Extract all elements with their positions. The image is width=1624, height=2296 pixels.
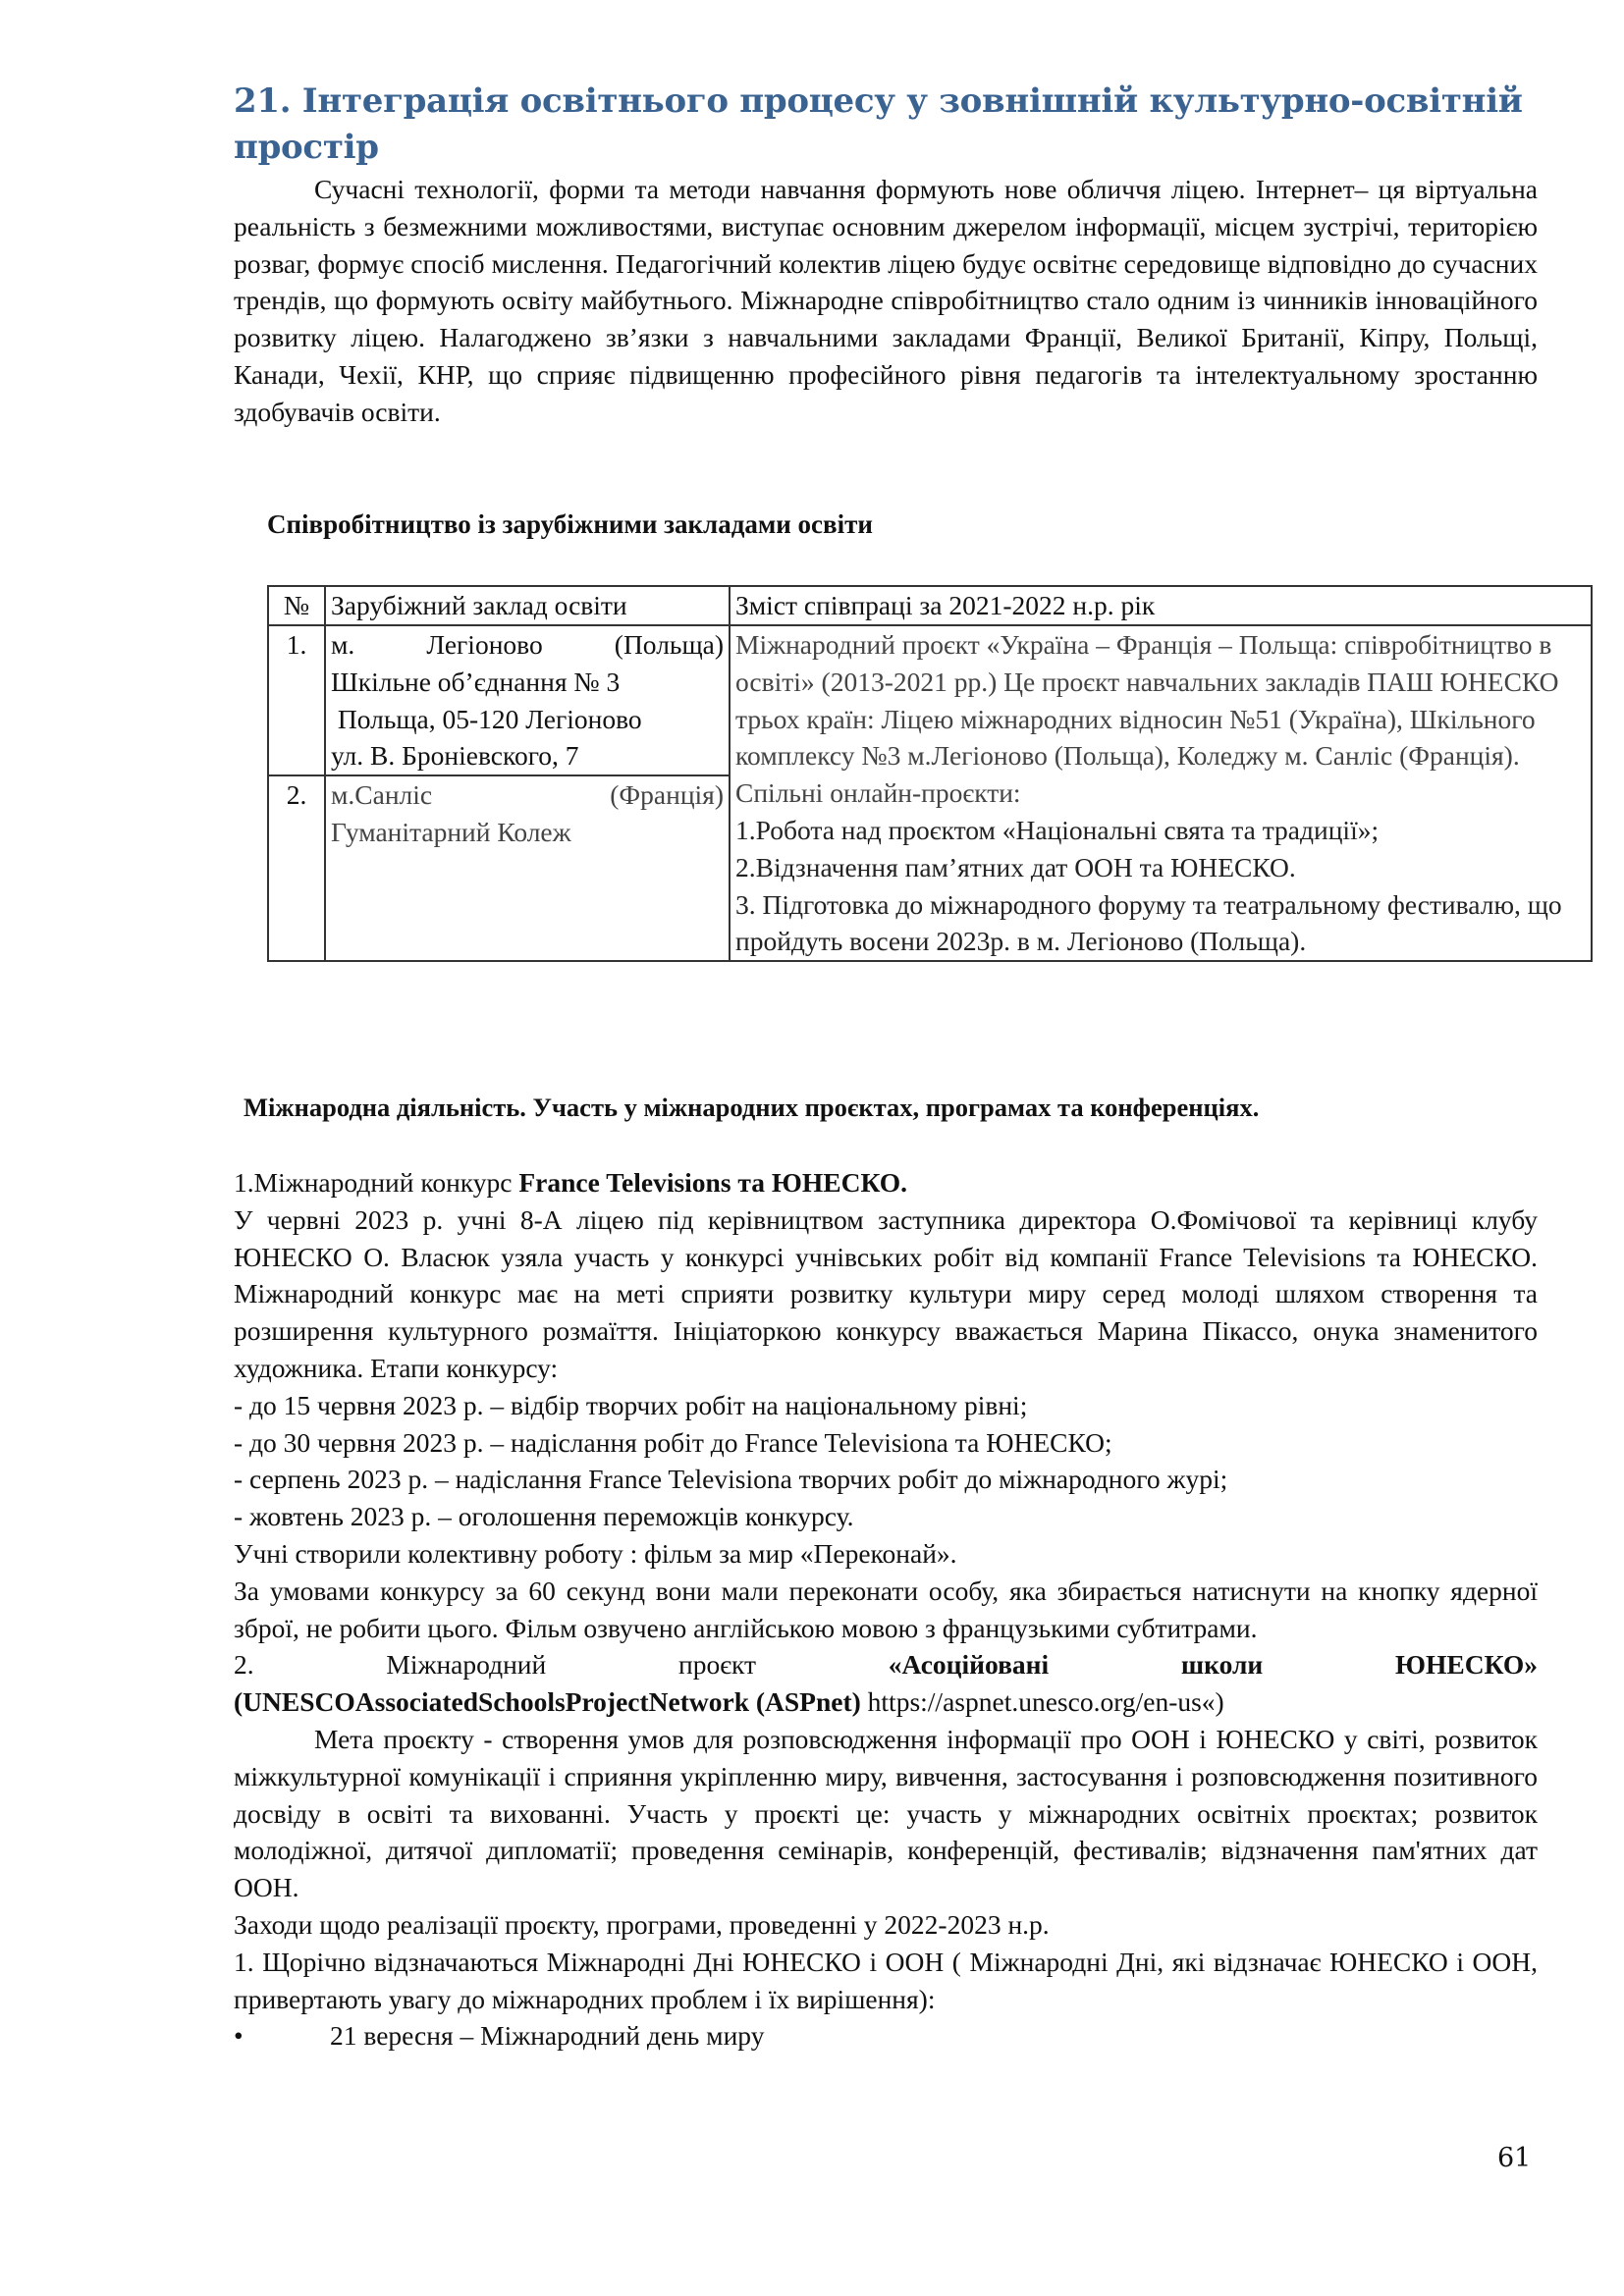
- content-cell: [730, 625, 1592, 961]
- aspnet-number: 2.: [234, 1649, 254, 1681]
- aspnet-name-part: школи: [1180, 1649, 1264, 1681]
- contest-stage: - до 30 червня 2023 р. – надіслання робіт до France Televisiona та ЮНЕСКО;: [234, 1426, 1112, 1458]
- header-institution: Зарубіжний заклад освіти: [325, 586, 730, 625]
- contest-stage: - до 15 червня 2023 р. – відбір творчих робіт на національному рівні;: [234, 1389, 1028, 1420]
- contest-film: Учні створили колективну роботу : фільм за мир «Переконай».: [234, 1537, 957, 1569]
- page-number: 61: [1497, 2143, 1532, 2173]
- row-number: 2.: [268, 775, 325, 961]
- contest-name: France Televisions та ЮНЕСКО.: [518, 1167, 907, 1198]
- header-number: №: [268, 586, 325, 625]
- institution-line: Гуманітарний Колеж: [331, 816, 571, 847]
- contest-block: [234, 1164, 1538, 2055]
- aspnet-goal: [234, 1721, 1538, 1906]
- aspnet-english-name: (UNESCOAssociatedSchoolsProjectNetwork (ASPnet): [234, 1686, 861, 1718]
- aspnet-label: Міжнародний: [386, 1649, 547, 1681]
- intro-text: Сучасні технології, форми та методи навчання формують нове обличчя ліцею. Інтернет– ця віртуальна реальність з безмежними можливостями, виступає основним джерелом інформації, місцем зустрічі, територією розваг, формує спосіб мислення. Педагогічний колектив ліцею будує освітнє середовище відповідно до сучасних трендів, що формують освіту майбутнього. Міжнародне співробітництво стало одним із чинників інноваційного розвитку ліцею. Налагоджено зв’язки з навчальними закладами Франції, Великої Британії, Кіпру, Польщі, Канади, Чехії, КНР, що сприяє підвищенню професійного рівня педагогів та інтелектуальному зростанню здобувачів освіти.: [234, 174, 1538, 427]
- institution-line: ул. В. Броніевского, 7: [331, 740, 579, 772]
- bullet-icon: •: [234, 2020, 244, 2052]
- contest-title: [234, 1164, 1538, 1201]
- aspnet-title-line1: [234, 1646, 1538, 1683]
- content-item: 2.Відзначення пам’ятних дат ООН та ЮНЕСКО.: [735, 851, 1296, 882]
- institution-line: м.Санліс (Франція): [331, 779, 724, 811]
- cooperation-table: [267, 585, 1593, 962]
- row-number: 1.: [268, 625, 325, 775]
- aspnet-link[interactable]: https://aspnet.unesco.org/en-us«): [860, 1686, 1224, 1718]
- bullet-text: 21 вересня – Міжнародний день миру: [330, 2020, 765, 2052]
- institution-cell: [325, 775, 730, 961]
- international-subtitle: Міжнародна діяльність. Участь у міжнародних проєктах, програмах та конференціях.: [244, 1093, 1260, 1122]
- aspnet-name-part: ЮНЕСКО»: [1395, 1649, 1538, 1681]
- institution-line: м. Легіоново (Польща): [331, 629, 724, 660]
- content-item: 3. Підготовка до міжнародного форуму та театральному фестивалю, що пройдуть восени 2023р. в м. Легіоново (Польща).: [735, 888, 1562, 957]
- project-description: Міжнародний проєкт «Україна – Франція – Польща: співробітництво в освіті» (2013-2021 рр.) Це проєкт навчальних закладів ПАШ ЮНЕСКО трьох країн: Ліцею міжнародних відносин №51 (Україна), Шкільного комплексу №3 м.Легіоново (Польща), Коледжу м. Санліс (Франція). Спільні онлайн-проєкти:: [735, 629, 1559, 809]
- section-heading: 21. Інтеграція освітнього процесу у зовнішній культурно-освітній простір: [234, 81, 1523, 167]
- contest-stage: - жовтень 2023 р. – оголошення переможців конкурсу.: [234, 1501, 854, 1532]
- aspnet-word: проєкт: [678, 1649, 757, 1681]
- contest-stage: - серпень 2023 р. – надіслання France Televisiona творчих робіт до міжнародного журі;: [234, 1464, 1228, 1495]
- header-content: Зміст співпраці за 2021-2022 н.р. рік: [730, 586, 1592, 625]
- institution-cell: [325, 625, 730, 775]
- institution-line: Польща, 05-120 Легіоново: [331, 703, 642, 734]
- cooperation-subtitle: Співробітництво із зарубіжними закладами освіти: [267, 509, 873, 539]
- aspnet-goal-text: Мета проєкту - створення умов для розповсюдження інформації про ООН і ЮНЕСКО у світі, розвиток міжкультурної комунікації і сприяння укріпленню миру, вивчення, застосування і розповсюдження позитивного досвіду в освіті та вихованні. Участь у проєкті це: участь у міжнародних освітніх проєктах; розвиток молодіжної, дитячої дипломатії; проведення семінарів, конференцій, фестивалів; відзначення пам'ятних дат ООН.: [234, 1723, 1538, 1903]
- institution-line: Шкільне об’єднання № 3: [331, 666, 621, 697]
- content-item: 1.Робота над проєктом «Національні свята та традиції»;: [735, 814, 1380, 845]
- table-header-row: [268, 586, 1592, 625]
- table-row: [268, 625, 1592, 775]
- contest-conditions: За умовами конкурсу за 60 секунд вони мали переконати особу, яка збирається натиснути на кнопку ядерної зброї, не робити цього. Фільм озвучено англійською мовою з французькими субтитрами.: [234, 1575, 1538, 1643]
- aspnet-title-line2: [234, 1683, 1538, 1721]
- aspnet-name-part: «Асоційовані: [888, 1649, 1050, 1681]
- measure-item: 1. Щорічно відзначаються Міжнародні Дні ЮНЕСКО і ООН ( Міжнародні Дні, які відзначає ЮНЕСКО і ООН, привертають увагу до міжнародних проблем і їх вирішення):: [234, 1946, 1538, 2014]
- bullet-item: [234, 2017, 1538, 2055]
- measures-title: Заходи щодо реалізації проєкту, програми, проведенні у 2022-2023 н.р.: [234, 1908, 1050, 1940]
- intro-paragraph: [234, 171, 1538, 431]
- contest-body: У червні 2023 р. учні 8-А ліцею під керівництвом заступника директора О.Фомічової та керівниці клубу ЮНЕСКО О. Власюк узяла участь у конкурсі учнівських робіт від компанії France Televisions та ЮНЕСКО. Міжнародний конкурс має на меті сприяти розвитку культури миру серед молоді шляхом створення та розширення культурного розмаїття. Ініціаторкою конкурсу вважається Марина Пікассо, онука знаменитого художника. Етапи конкурсу:: [234, 1203, 1538, 1383]
- contest-prefix: 1.Міжнародний конкурс: [234, 1167, 519, 1198]
